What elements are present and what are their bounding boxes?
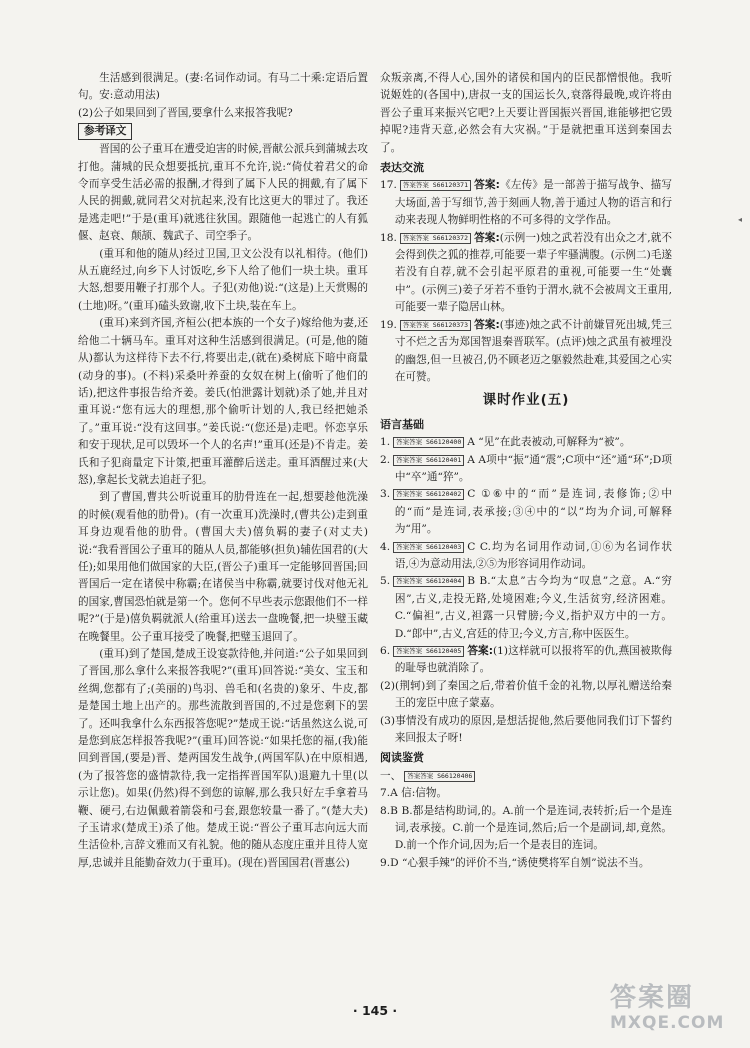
translation-paragraph: 到了曹国,曹共公听说重耳的肋骨连在一起,想要趁他洗澡的时候(观看他的肋骨)。(有一次重耳)洗澡时,(曹共公)走到重耳身边观看他的肋骨。(曹国大夫)僖负羁的妻子(对丈夫)说:“我看晋国公子重耳的随从人员,都能够(担负)辅佐国君的(大任);如果用他们做国家的大臣,(晋公子)重耳一定能够回晋国;回晋国后一定在诸侯中称霸;在诸侯当中称霸,就要讨伐对他无礼的国家,曹国恐怕就是第一个。您何不早些表示您跟他们不一样呢?”(于是)僖负羁就派人(给重耳)送去一盘晚餐,把一块璧玉藏在晚餐里。公子重耳接受了晚餐,把璧玉退回了。 [78,491,368,643]
answer-item-4: 4. 答案答案 S66120403 C C.均为名词用作动词,①⑥为名词作状语,④为意动用法,②⑤为形容词用作动词。 [380,540,672,570]
answer-item-5: 5. 答案答案 S66120404 B B.“太息”古今均为“叹息”之意。A.“穷困”,古义,走投无路,处境困难;今义,生活贫穷,经济困难。C.“偏袒”,古义,袒露一只臂膀;今义,指护双方中的一方。D.“郎中”,古义,宫廷的侍卫;今义,方言,称中医医生。 [380,575,672,640]
translation-paragraph: 晋国的公子重耳在遭受迫害的时候,晋献公派兵到蒲城去攻打他。蒲城的民众想要抵抗,重耳不允许,说:“倚仗着君父的命令而享受生活必需的报酬,才得到了属下人民的拥戴,有了属下人民的拥戴,就同君父对抗起来,没有比这更大的罪过了。我还是逃走吧!”于是(重耳)就逃往狄国。跟随他一起逃亡的人有狐偃、赵衰、颠颉、魏武子、司空季子。 [78,143,368,243]
qr-code-tag: 答案答案 S66120402 [393,489,464,500]
intro-line-2: (2)公子如果回到了晋国,要拿什么来报答我呢? [78,106,293,119]
page-number: · 145 · [352,1003,398,1018]
binding-mark-icon: ◂ [738,215,743,224]
watermark-line-2: MXQE.COM [610,1013,725,1033]
watermark-line-1: 答案圈 [610,983,695,1013]
section-heading-expression: 表达交流 [380,161,424,175]
answer-item-8: 8.B B.都是结构助词,的。A.前一个是连词,表转折;后一个是连词,表承接。C.前一个是连词,然后;后一个是副词,却,竟然。D.前一个作介词,因为;后一个是表目的连词。 [380,804,672,852]
answer-item-9: 9.D “心狠手辣”的评价不当,“诱使樊将军自刎”说法不当。 [380,856,650,869]
translation-paragraph: (重耳)到了楚国,楚成王设宴款待他,并问道:“公子如果回到了晋国,那么拿什么来报答我呢?”(重耳)回答说:“美女、宝玉和丝绸,您都有了;(美丽的)鸟羽、兽毛和(名贵的)象牙、牛皮,都是楚国土地上出产的。那些流散到晋国的,不过是您剩下的罢了。还叫我拿什么东西报答您呢?”楚成王说:“话虽然这么说,可是您到底怎样报答我呢?”(重耳)回答说:“如果托您的福,(我)能回到晋国,(要是)晋、楚两国发生战争,(两国军队)在中原相遇,(为了报答您的盛情款待,我一定指挥晋国军队)退避九十里(以示让您)。如果(仍然)得不到您的谅解,那么我只好左手拿着马鞭、硬弓,右边佩戴着箭袋和弓套,跟您较量一番了。”(楚大夫)子玉请求(楚成王)杀了他。楚成王说:“晋公子重耳志向远大而生活俭朴,言辞文雅而又有礼貌。他的随从态度庄重并且待人宽厚,忠诚并且能勤奋效力(于重耳)。(现在)晋国国君(晋惠公) [78,648,368,869]
qr-code-tag: 答案答案 S66120373 [400,320,471,331]
section-heading-reading: 阅读鉴赏 [380,751,424,765]
translation-paragraph: (重耳和他的随从)经过卫国,卫文公没有以礼相待。(他们)从五鹿经过,向乡下人讨饭吃,乡下人给了他们一块土块。重耳大怒,想要用鞭子打那个人。子犯(劝他)说:“(这是)上天赏赐的(土地)呀。”(重耳)磕头致谢,收下土块,装在车上。 [78,247,368,312]
translation-continued: 众叛亲离,不得人心,国外的诸侯和国内的臣民都憎恨他。我听说姬姓的(各国中),唐叔一支的国运长久,衰落得最晚,或许将由晋公子重耳来振兴它吧?上天要让晋国振兴晋国,谁能够把它毁掉呢?违背天意,必然会有大灾祸。”于是就把重耳送到秦国去了。 [380,72,672,154]
answer-item-19: 19. 答案答案 S66120373 答案:(事迹)烛之武不计前嫌冒死出城,凭三寸不烂之舌为郑国智退秦晋联军。(点评)烛之武虽有被埋没的幽怨,但一旦被召,仍不顾老迈之躯毅然赴难,其爱国之心实在可赞。 [380,318,672,383]
qr-code-tag: 答案答案 S66120400 [393,437,464,448]
answer-item-6: 6. 答案答案 S66120405 答案:(1)这样就可以报将军的仇,燕国被欺侮的耻辱也就消除了。 [380,645,672,675]
translation-label: 参考译文 [78,123,132,140]
answer-item-17: 17. 答案答案 S66120371 答案:《左传》是一部善于描写战争、描写大场面,善于写细节,善于刻画人物,善于通过人物的语言和行动来表现人物鲜明性格的不可多得的文学作品。 [380,179,672,227]
lesson-title: 课时作业(五) [482,392,570,409]
qr-code-tag: 答案答案 S66120404 [393,576,464,587]
answer-item-7: 7.A 信:信物。 [380,787,448,800]
answer-item-2: 2. 答案答案 S66120401 A A项中“振”通“震”;C项中“还”通“环”;D项中“卒”通“猝”。 [380,453,672,483]
reading-group-header: 一、 答案答案 S66120406 [380,768,672,785]
right-column [380,70,672,872]
intro-line-1: 生活感到很满足。(妻:名词作动词。有马二十乘:定语后置句。安:意动用法) [78,72,368,102]
answer-item-1: 1. 答案答案 S66120400 A “见”在此表被动,可解释为“被”。 [380,436,631,449]
section-heading-language: 语言基础 [380,417,424,431]
qr-code-tag: 答案答案 S66120372 [400,233,471,244]
translation-paragraph: (重耳)来到齐国,齐桓公(把本族的一个女子)嫁给他为妻,还给他二十辆马车。重耳对这种生活感到很满足。(可是,他的随从)都认为这样待下去不行,将要出走,(就在)桑树底下暗中商量(动身的事)。(不料)采桑叶养蚕的女奴在树上(偷听了他们的话),把这件事报告给齐姜。姜氏(怕泄露计划就)杀了她,并且对重耳说:“您有远大的理想,那个偷听计划的人,我已经把她杀了。”重耳说:“没有这回事。”姜氏说:“(您还是)走吧。怀恋享乐和安于现状,足可以毁坏一个人的名声!”重耳(还是)不肯走。姜氏和子犯商量定下计策,把重耳灌醉后送走。重耳酒醒过来(大怒),拿起长戈就去追赶子犯。 [78,317,368,486]
qr-code-tag: 答案答案 S66120406 [404,771,475,782]
qr-code-tag: 答案答案 S66120403 [393,542,464,553]
left-column [78,70,368,872]
qr-code-tag: 答案答案 S66120371 [400,180,471,191]
watermark-logo [610,983,740,1043]
qr-code-tag: 答案答案 S66120405 [393,646,464,657]
answer-item-3: 3. 答案答案 S66120402 C ①⑥中的“而”是连词,表修饰;②中的“而”是连词,表承接;③④中的“以”均为介词,可解释为“用”。 [380,488,672,536]
qr-code-tag: 答案答案 S66120401 [393,455,464,466]
answer-item-6-line: (3)事情没有成功的原因,是想活捉他,然后要他同我们订下誓约来回报太子呀! [380,714,672,745]
answer-item-6-line: (2)(荆轲)到了秦国之后,带着价值千金的礼物,以厚礼赠送给秦王的宠臣中庶子蒙嘉。 [380,679,672,710]
answer-item-18: 18. 答案答案 S66120372 答案:(示例一)烛之武若没有出众之才,就不会得到佚之狐的推荐,可能要一辈子牢骚满腹。(示例二)毛遂若没有自荐,就不会引起平原君的重视,可能要一生“处囊中”。(示例三)姜子牙若不垂钓于渭水,就不会被周文王重用,可能要一辈子隐居山林。 [380,231,672,314]
